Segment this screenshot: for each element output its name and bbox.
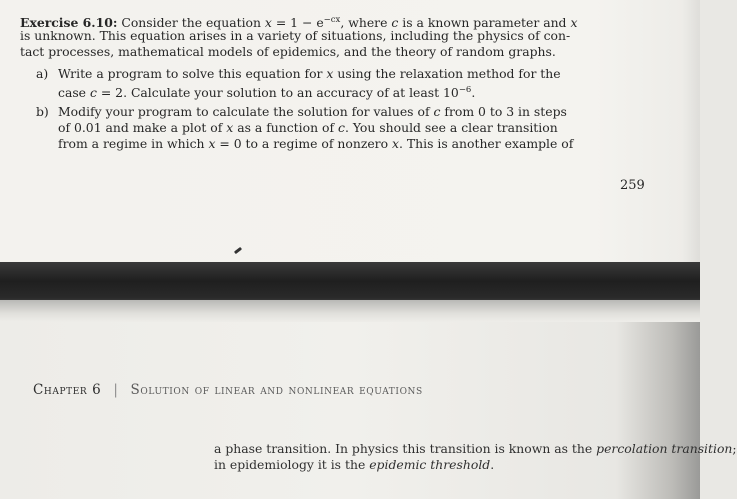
part-b-label: b) [36,104,49,119]
math-var: x [208,136,216,151]
page-fold [0,300,700,322]
text-span: is a known parameter and [398,15,571,31]
text-span: as a function of [233,120,338,135]
chapter-label: Chapter 6 [33,382,102,398]
math-var: x [570,15,578,31]
math-var: c [433,104,441,119]
text-span: of 0.01 and make a plot of [58,120,227,135]
part-a-label: a) [36,66,49,81]
text-span: , where [340,15,392,31]
text-span: = 1 − e [271,15,324,31]
part-a-line-2 [58,82,475,101]
separator-bar: | [113,382,119,398]
part-a-line-1 [36,66,561,82]
text-span: Write a program to solve this equation for [58,66,327,81]
math-var: x [326,66,334,81]
math-var: x [264,15,272,31]
chapter-title: Solution of linear and nonlinear equations [130,382,423,398]
text-span: in epidemiology it is the [214,457,370,472]
part-b-line-2 [58,120,558,136]
math-var: c [89,85,97,101]
emphasis-term: percolation transition [596,441,733,456]
exponent: −6 [458,85,472,95]
exercise-label: Exercise 6.10: [20,15,118,31]
text-span: . This is another example of [399,136,574,151]
page-number: 259 [620,178,645,193]
continuation-line-1 [214,441,737,457]
part-b-line-3 [58,136,573,152]
text-span: from a regime in which [58,136,209,151]
text-span: from 0 to 3 in steps [440,104,567,119]
math-var: c [391,15,399,31]
emphasis-term: epidemic threshold [369,457,491,472]
text-span: . You should see a clear transition [344,120,558,135]
text-span: a phase transition. In physics this transition is known as the [214,441,597,456]
exponent: −cx [323,15,341,25]
continuation-line-2 [214,457,494,473]
exercise-line-3: tact processes, mathematical models of epidemics, and the theory of random graphs. [20,44,556,59]
text-span: . [471,85,476,101]
part-b-line-1 [36,104,567,120]
page-edge-shadow [682,0,700,268]
math-var: x [226,120,234,135]
text-span: . [490,457,495,472]
text-span: using the relaxation method for the [333,66,561,81]
text-span: = 0 to a regime of nonzero [215,136,392,151]
text-span: Consider the equation [117,15,265,31]
exercise-line-2: is unknown. This equation arises in a variety of situations, including the physics of con- [20,28,571,43]
text-span: = 2. Calculate your solution to an accuracy of at least 10 [96,85,459,101]
chapter-running-head [33,382,423,398]
text-span: ; [732,441,737,456]
text-span: case [58,85,90,101]
text-span: Modify your program to calculate the solution for values of [58,104,434,119]
math-var: c [338,120,345,135]
math-var: x [392,136,399,151]
